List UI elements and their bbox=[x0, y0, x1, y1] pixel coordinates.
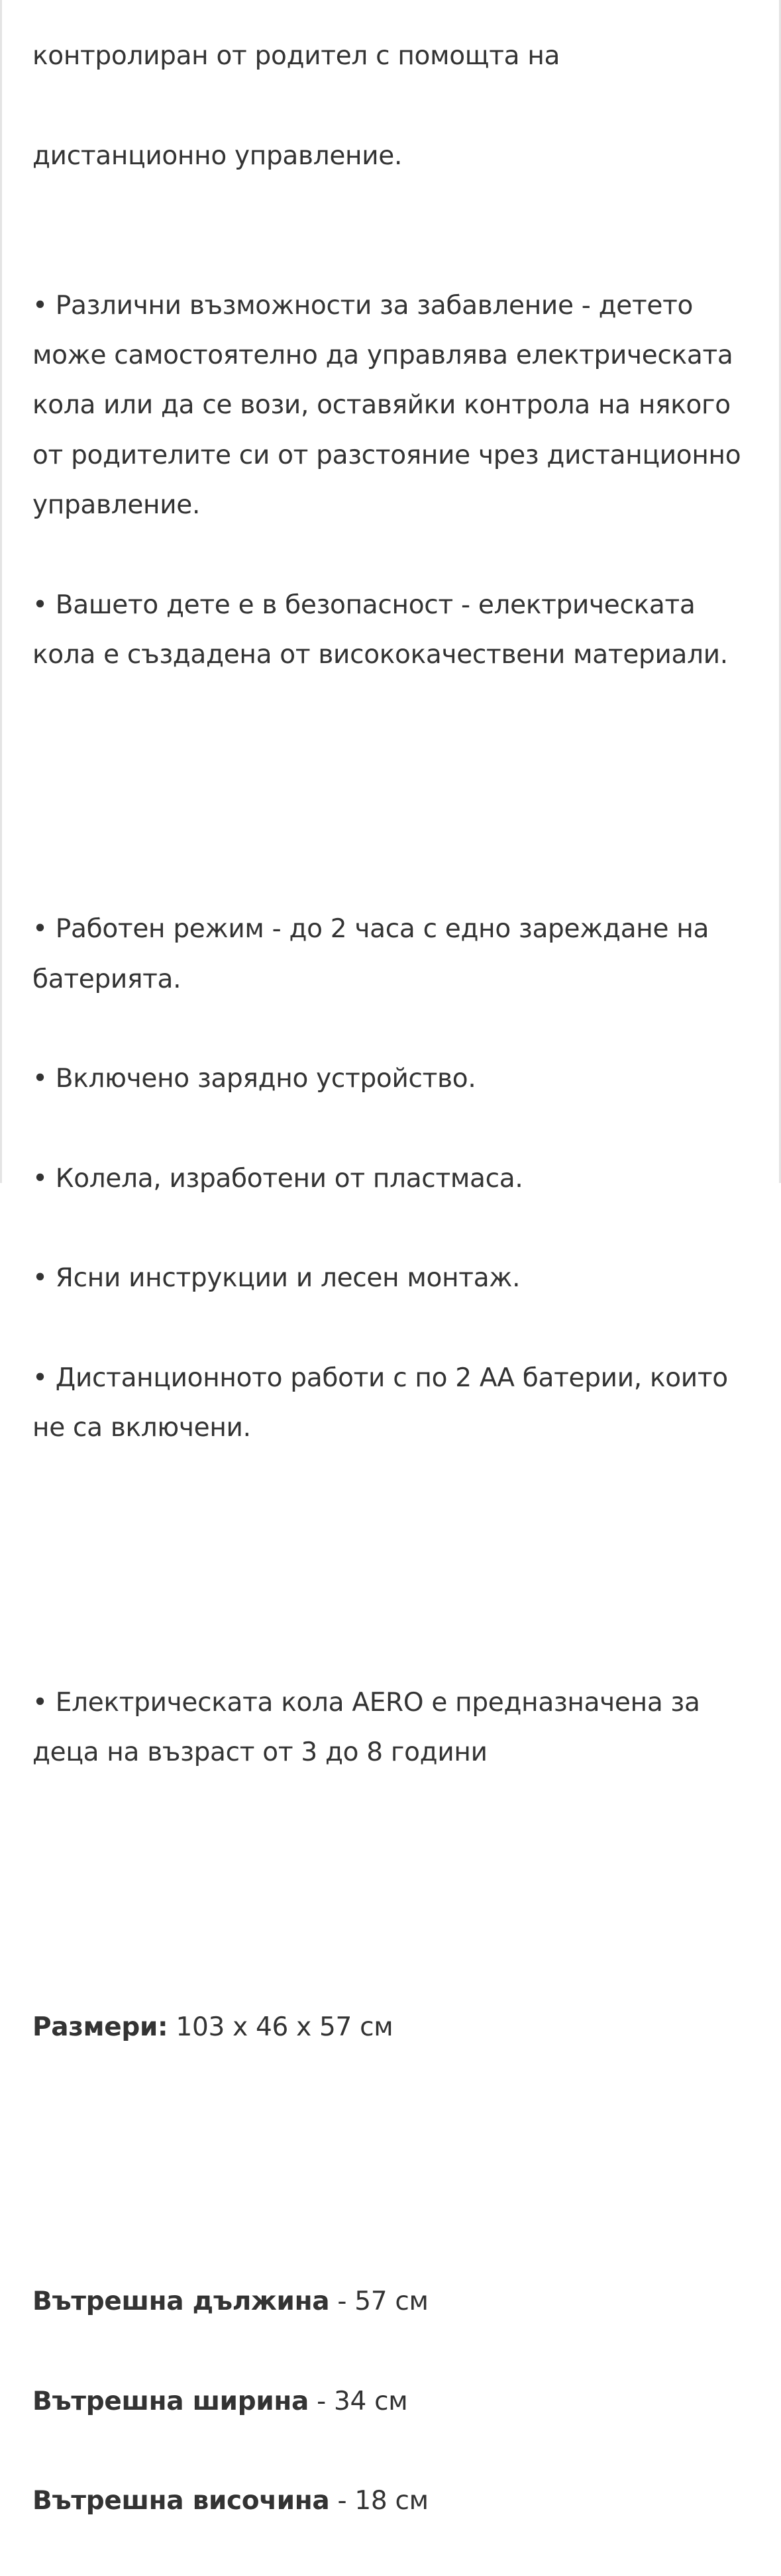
inner-width-value: - 34 см bbox=[309, 2386, 408, 2416]
inner-height-label: Вътрешна височина bbox=[32, 2486, 330, 2516]
dimensions-row bbox=[32, 2002, 768, 2052]
dimensions-label: Размери: bbox=[32, 2012, 168, 2042]
intro-line-1: контролиран от родител с помощта на bbox=[32, 41, 560, 72]
inner-length-label: Вътрешна дължина bbox=[32, 2287, 330, 2317]
paragraph-spacer bbox=[32, 780, 768, 805]
bullet-assembly: • Ясни инструкции и лесен монтаж. bbox=[32, 1263, 521, 1294]
paragraph-spacer bbox=[32, 1877, 768, 1902]
paragraph-spacer bbox=[32, 1553, 768, 1578]
bullet-safety: • Вашето дете е в безопасност - електрическата кола е създадена от висококачествени материали. bbox=[32, 590, 728, 670]
bullet-runtime: • Работен режим - до 2 часа с едно зареждане на батерията. bbox=[32, 914, 709, 994]
product-description bbox=[32, 0, 768, 2576]
intro-line-2: дистанционно управление. bbox=[32, 140, 403, 171]
bullet-wheels: • Колела, изработени от пластмаса. bbox=[32, 1163, 523, 1194]
bullet-entertainment: • Различни възможности за забавление - детето може самостоятелно да управлява електрическата кола или да се вози, оставяйки контрола на някого от родителите си от разстояние чрез дистанционно управление. bbox=[32, 290, 741, 520]
paragraph-spacer bbox=[32, 2151, 768, 2177]
inner-width-label: Вътрешна ширина bbox=[32, 2386, 309, 2416]
inner-width-row bbox=[32, 2377, 768, 2426]
inner-length-value: - 57 см bbox=[329, 2287, 429, 2317]
inner-length-row bbox=[32, 2277, 768, 2326]
page-left-border bbox=[0, 0, 2, 1183]
bullet-remote-batteries: • Дистанционното работи с по 2 АА батерии, които не са включени. bbox=[32, 1363, 728, 1443]
inner-height-row bbox=[32, 2476, 768, 2526]
age-note: • Електрическата кола AERO е предназначена за деца на възраст от 3 до 8 години bbox=[32, 1687, 700, 1768]
dimensions-value: 103 х 46 х 57 см bbox=[168, 2012, 393, 2042]
inner-height-value: - 18 см bbox=[329, 2486, 429, 2516]
bullet-charger: • Включено зарядно устройство. bbox=[32, 1064, 476, 1094]
